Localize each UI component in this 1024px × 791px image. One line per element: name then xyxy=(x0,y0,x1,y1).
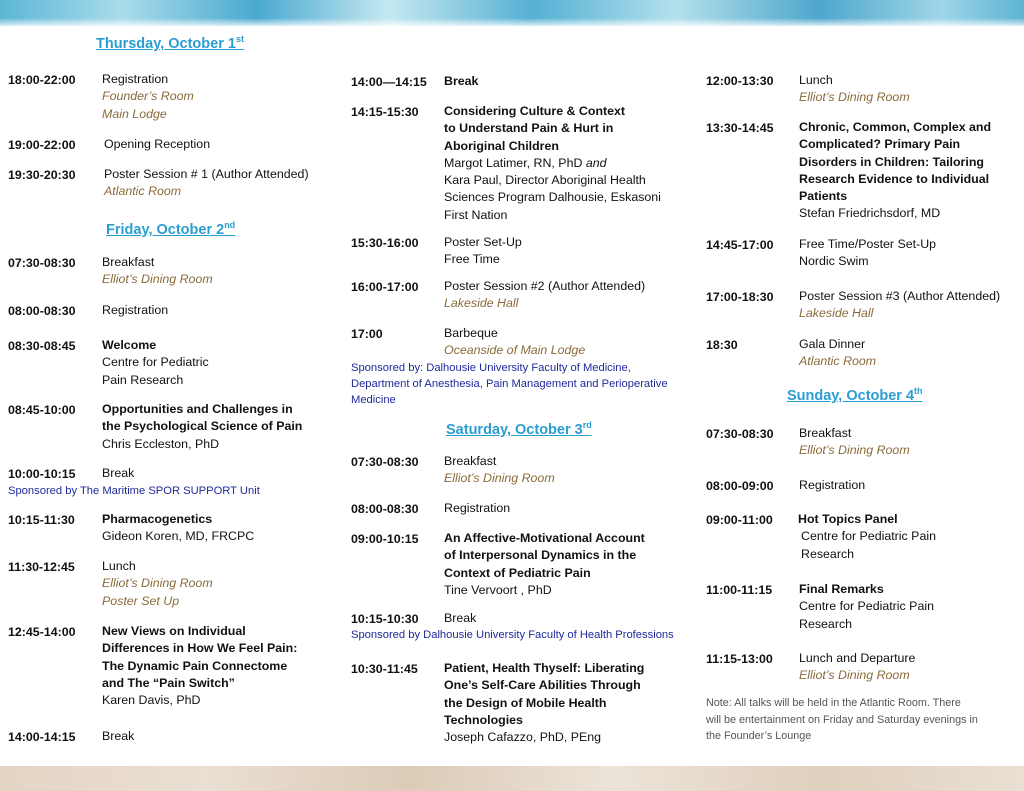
event-poster-session-2: Poster Session #2 (Author Attended) Lakeside Hall xyxy=(444,279,646,311)
event-registration: Registration xyxy=(102,303,169,317)
event-welcome: Welcome Centre for Pediatric Pain Research xyxy=(102,338,209,387)
time-slot: 07:30-08:30 xyxy=(351,455,419,469)
time-slot: 12:45-14:00 xyxy=(8,625,76,639)
event-breakfast: Breakfast Elliot’s Dining Room xyxy=(102,255,213,287)
day-heading-friday: Friday, October 2nd xyxy=(106,220,236,238)
time-slot: 08:45-10:00 xyxy=(8,403,76,417)
day-heading-thursday: Thursday, October 1st xyxy=(96,34,244,52)
time-slot: 14:00—14:15 xyxy=(351,75,427,89)
event-poster-session-1: Poster Session # 1 (Author Attended) Atlantic Room xyxy=(104,167,309,199)
time-slot: 08:00-08:30 xyxy=(351,502,419,516)
event-registration: Registration xyxy=(444,501,511,515)
event-breakfast: Breakfast Elliot’s Dining Room xyxy=(444,454,555,486)
event-lunch: Lunch Elliot’s Dining Room xyxy=(799,73,910,105)
event-registration: Registration Founder’s Room Main Lodge xyxy=(102,72,194,121)
event-hot-topics-panel: Hot Topics Panel Centre for Pediatric Pain Research xyxy=(798,512,936,561)
event-break: Break xyxy=(444,611,477,625)
time-slot: 07:30-08:30 xyxy=(8,256,76,270)
event-poster-setup: Poster Set-Up Free Time xyxy=(444,235,522,267)
sand-footer xyxy=(0,766,1024,791)
time-slot: 14:00-14:15 xyxy=(8,730,76,744)
event-chronic-pain-talk: Chronic, Common, Complex and Complicated? Primary Pain Disorders in Children: Tailoring Research Evidence to Individual Patients Stefan Friedrichsdorf, MD xyxy=(799,120,992,221)
sky-banner xyxy=(0,0,1024,26)
day-heading-saturday: Saturday, October 3rd xyxy=(446,420,592,438)
time-slot: 19:00-22:00 xyxy=(8,138,76,152)
sponsor-note: Sponsored by: Dalhousie University Faculty of Medicine, Department of Anesthesia, Pain Management and Perioperative Medicine xyxy=(351,362,668,406)
event-patient-health-talk: Patient, Health Thyself: Liberating One’s Self-Care Abilities Through the Design of Mobile Health Technologies Joseph Cafazzo, PhD, PEng xyxy=(444,661,645,745)
event-lunch-departure: Lunch and Departure Elliot’s Dining Room xyxy=(799,651,916,683)
time-slot: 18:00-22:00 xyxy=(8,73,76,87)
event-break: Break xyxy=(102,729,135,743)
time-slot: 17:00-18:30 xyxy=(706,290,774,304)
event-pharmacogenetics: Pharmacogenetics Gideon Koren, MD, FRCPC xyxy=(102,512,255,544)
time-slot: 07:30-08:30 xyxy=(706,427,774,441)
venue-note: Note: All talks will be held in the Atlantic Room. There will be entertainment on Friday and Saturday evenings in the Founder’s Lounge xyxy=(706,697,978,742)
event-final-remarks: Final Remarks Centre for Pediatric Pain Research xyxy=(799,582,934,631)
event-barbeque: Barbeque Oceanside of Main Lodge xyxy=(444,326,586,358)
event-lunch: Lunch Elliot’s Dining Room Poster Set Up xyxy=(102,559,213,608)
time-slot: 08:30-08:45 xyxy=(8,339,76,353)
time-slot: 14:15-15:30 xyxy=(351,105,419,119)
time-slot: 10:30-11:45 xyxy=(351,662,418,676)
event-gala-dinner: Gala Dinner Atlantic Room xyxy=(799,337,877,369)
event-new-views-talk: New Views on Individual Differences in How We Feel Pain: The Dynamic Pain Connectome and The “Pain Switch” Karen Davis, PhD xyxy=(102,624,298,708)
day-heading-sunday: Sunday, October 4th xyxy=(787,386,923,404)
event-opening-reception: Opening Reception xyxy=(104,137,211,151)
time-slot: 13:30-14:45 xyxy=(706,121,774,135)
time-slot: 10:15-11:30 xyxy=(8,513,75,527)
event-culture-context-talk: Considering Culture & Context to Understand Pain & Hurt in Aboriginal Children Margot Latimer, RN, PhD and Kara Paul, Director Aboriginal Health Sciences Program Dalhousie, Eskasoni First Nation xyxy=(444,104,661,222)
time-slot: 11:15-13:00 xyxy=(706,652,773,666)
time-slot: 16:00-17:00 xyxy=(351,280,419,294)
sponsor-note: Sponsored by Dalhousie University Faculty of Health Professions xyxy=(351,629,674,641)
time-slot: 10:15-10:30 xyxy=(351,612,419,626)
time-slot: 08:00-08:30 xyxy=(8,304,76,318)
time-slot: 09:00-11:00 xyxy=(706,513,773,527)
event-breakfast: Breakfast Elliot’s Dining Room xyxy=(799,426,910,458)
event-affective-motivational-talk: An Affective-Motivational Account of Interpersonal Dynamics in the Context of Pediatric Pain Tine Vervoort , PhD xyxy=(444,531,645,597)
event-registration: Registration xyxy=(799,478,866,492)
event-opportunities-talk: Opportunities and Challenges in the Psychological Science of Pain Chris Eccleston, PhD xyxy=(102,402,303,451)
event-poster-session-3: Poster Session #3 (Author Attended) Lakeside Hall xyxy=(799,289,1001,321)
time-slot: 09:00-10:15 xyxy=(351,532,419,546)
time-slot: 19:30-20:30 xyxy=(8,168,76,182)
schedule-page xyxy=(0,26,1024,766)
time-slot: 15:30-16:00 xyxy=(351,236,419,250)
time-slot: 11:00-11:15 xyxy=(706,583,773,597)
event-break: Break xyxy=(102,466,135,480)
time-slot: 18:30 xyxy=(706,338,738,352)
event-break: Break xyxy=(444,74,479,88)
time-slot: 10:00-10:15 xyxy=(8,467,76,481)
time-slot: 17:00 xyxy=(351,327,383,341)
time-slot: 11:30-12:45 xyxy=(8,560,75,574)
event-free-time: Free Time/Poster Set-Up Nordic Swim xyxy=(799,237,937,269)
sponsor-note: Sponsored by The Maritime SPOR SUPPORT Unit xyxy=(8,485,260,497)
time-slot: 08:00-09:00 xyxy=(706,479,774,493)
time-slot: 12:00-13:30 xyxy=(706,74,774,88)
time-slot: 14:45-17:00 xyxy=(706,238,774,252)
